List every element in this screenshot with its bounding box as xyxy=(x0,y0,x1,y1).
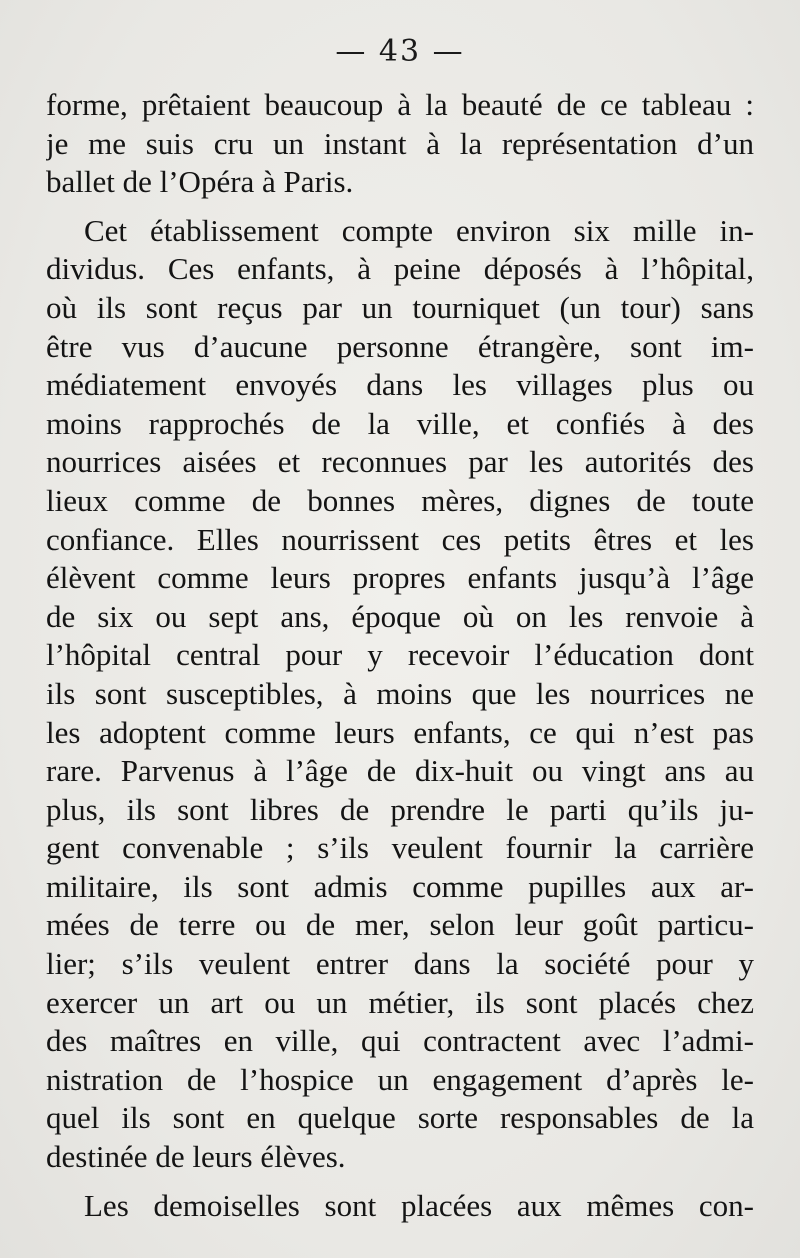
body-text xyxy=(46,86,754,1225)
text-line: les adoptent comme leurs enfants, ce qui n’est pas xyxy=(46,714,754,750)
paragraph-gap xyxy=(46,202,754,212)
text-line: confiance. Elles nourrissent ces petits êtres et les xyxy=(46,521,754,557)
text-line: je me suis cru un instant à la représentation d’un xyxy=(46,125,754,161)
text-line: médiatement envoyés dans les villages plus ou xyxy=(46,367,754,403)
text-line: lieux comme de bonnes mères, dignes de toute xyxy=(46,482,754,518)
text-line: lier; s’ils veulent entrer dans la société pour y xyxy=(46,946,754,982)
text-line: nistration de l’hospice un engagement d’après le- xyxy=(46,1061,754,1097)
text-line: ballet de l’Opéra à Paris. xyxy=(46,164,354,200)
text-line: nourrices aisées et reconnues par les autorités des xyxy=(46,444,754,480)
paragraph-3 xyxy=(46,1187,754,1226)
text-line: forme, prêtaient beaucoup à la beauté de ce tableau : xyxy=(46,87,754,122)
text-line: dividus. Ces enfants, à peine déposés à l’hôpital, xyxy=(46,251,754,287)
text-line: Cet établissement compte environ six mille in- xyxy=(84,212,754,248)
paragraph-1 xyxy=(46,86,754,202)
text-line: quel ils sont en quelque sorte responsables de la xyxy=(46,1100,754,1136)
text-line: militaire, ils sont admis comme pupilles aux ar- xyxy=(46,868,754,904)
text-line: gent convenable ; s’ils veulent fournir la carrière xyxy=(46,830,754,866)
text-line: moins rapprochés de la ville, et confiés à des xyxy=(46,405,754,441)
text-line: destinée de leurs élèves. xyxy=(46,1139,346,1175)
text-line: de six ou sept ans, époque où on les renvoie à xyxy=(46,598,754,634)
text-line: plus, ils sont libres de prendre le parti qu’ils ju- xyxy=(46,791,754,827)
text-line: être vus d’aucune personne étrangère, sont im- xyxy=(46,328,754,364)
text-line: Les demoiselles sont placées aux mêmes con- xyxy=(84,1187,754,1223)
text-line: rare. Parvenus à l’âge de dix-huit ou vingt ans au xyxy=(46,753,754,789)
page-number: — 43 — xyxy=(335,34,465,69)
text-line: où ils sont reçus par un tourniquet (un tour) sans xyxy=(46,289,754,325)
text-line: élèvent comme leurs propres enfants jusqu’à l’âge xyxy=(46,560,754,596)
paragraph-2 xyxy=(46,212,754,1177)
text-line: mées de terre ou de mer, selon leur goût particu- xyxy=(46,907,754,943)
text-line: exercer un art ou un métier, ils sont placés chez xyxy=(46,984,754,1020)
paragraph-gap xyxy=(46,1177,754,1187)
text-line: des maîtres en ville, qui contractent avec l’admi- xyxy=(46,1023,754,1059)
text-line: l’hôpital central pour y recevoir l’éducation dont xyxy=(46,637,754,673)
text-line: ils sont susceptibles, à moins que les nourrices ne xyxy=(46,675,754,711)
